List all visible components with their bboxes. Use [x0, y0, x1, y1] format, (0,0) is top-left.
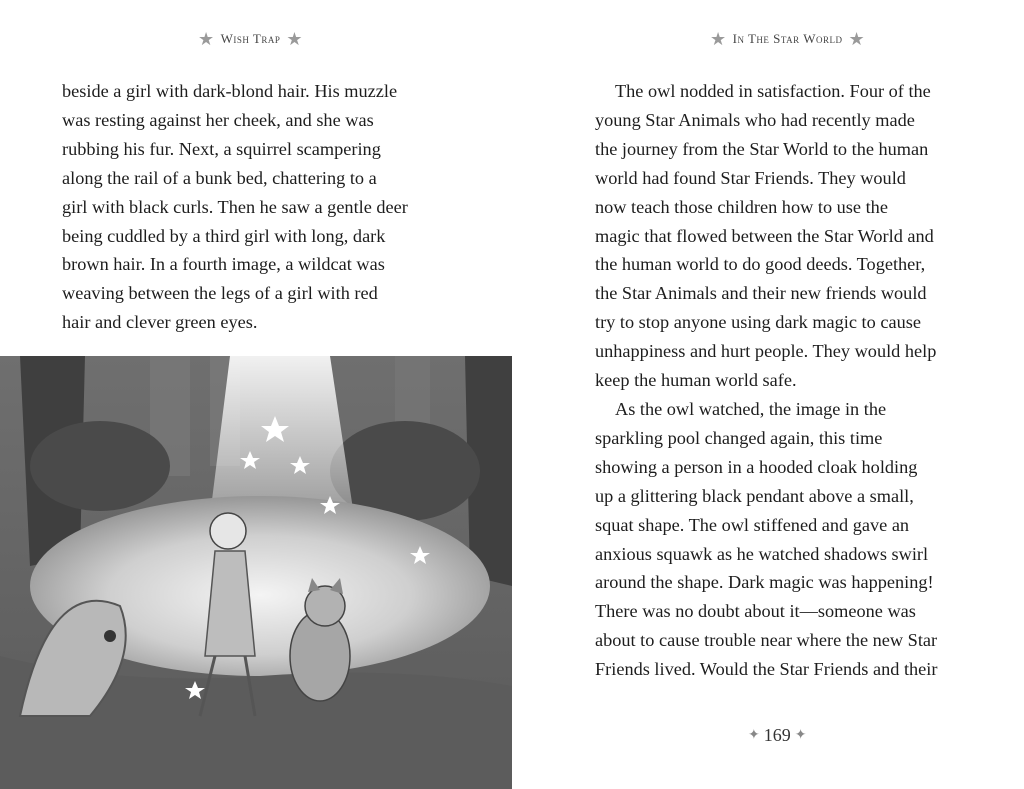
- ornament-icon: ✦: [748, 728, 760, 743]
- star-icon: ★: [286, 29, 304, 49]
- text-line: anxious squawk as he watched shadows swirl: [595, 543, 929, 564]
- text-line: sparkling pool changed again, this time: [595, 427, 883, 448]
- page-number: [748, 725, 806, 746]
- text-line: As the owl watched, the image in the: [615, 398, 887, 419]
- text-line: try to stop anyone using dark magic to cause: [595, 312, 921, 333]
- text-line: world had found Star Friends. They would: [595, 167, 906, 188]
- text-line: the human world to do good deeds. Together,: [595, 254, 926, 275]
- text-line: around the shape. Dark magic was happening!: [595, 572, 934, 593]
- star-icon: ★: [848, 29, 866, 49]
- star-icon: ★: [198, 29, 215, 49]
- text-line: There was no doubt about it—someone was: [595, 601, 916, 622]
- text-line: beside a girl with dark-blond hair. His muzzle: [62, 81, 398, 101]
- text-line: the journey from the Star World to the human: [595, 138, 929, 159]
- text-line: about to cause trouble near where the new Star: [595, 630, 938, 651]
- text-line: along the rail of a bunk bed, chattering to a: [62, 167, 377, 188]
- text-line: was resting against her cheek, and she was: [62, 109, 374, 130]
- text-line: Friends lived. Would the Star Friends and their: [595, 659, 938, 680]
- left-running-head-text: Wish Trap: [220, 31, 281, 46]
- illustration-svg: [0, 356, 512, 789]
- left-body-text: [62, 77, 408, 337]
- left-running-head: [198, 30, 303, 48]
- text-line: girl with black curls. Then he saw a gentle deer: [62, 196, 408, 217]
- text-line: being cuddled by a third girl with long, dark: [62, 225, 386, 246]
- page-number-text: 169: [763, 725, 791, 745]
- star-icon: ★: [710, 29, 727, 49]
- text-line: brown hair. In a fourth image, a wildcat was: [62, 254, 385, 275]
- right-running-head-text: In The Star World: [732, 31, 843, 46]
- text-line: showing a person in a hooded cloak holding: [595, 456, 918, 477]
- text-line: unhappiness and hurt people. They would help: [595, 341, 937, 362]
- text-line: rubbing his fur. Next, a squirrel scampering: [62, 138, 381, 159]
- ornament-icon: ✦: [794, 728, 807, 743]
- text-line: weaving between the legs of a girl with red: [62, 283, 378, 304]
- text-line: hair and clever green eyes.: [62, 312, 258, 333]
- text-line: magic that flowed between the Star World and: [595, 225, 934, 246]
- text-line: now teach those children how to use the: [595, 196, 888, 217]
- text-line: keep the human world safe.: [595, 370, 797, 391]
- text-line: young Star Animals who had recently made: [595, 109, 915, 130]
- text-line: squat shape. The owl stiffened and gave an: [595, 514, 910, 535]
- owl-pool-illustration: [0, 356, 512, 789]
- right-body-text: [595, 77, 937, 684]
- text-line: The owl nodded in satisfaction. Four of the: [615, 81, 931, 101]
- right-running-head: [710, 30, 865, 48]
- text-line: the Star Animals and their new friends would: [595, 283, 927, 304]
- text-line: up a glittering black pendant above a small,: [595, 485, 914, 506]
